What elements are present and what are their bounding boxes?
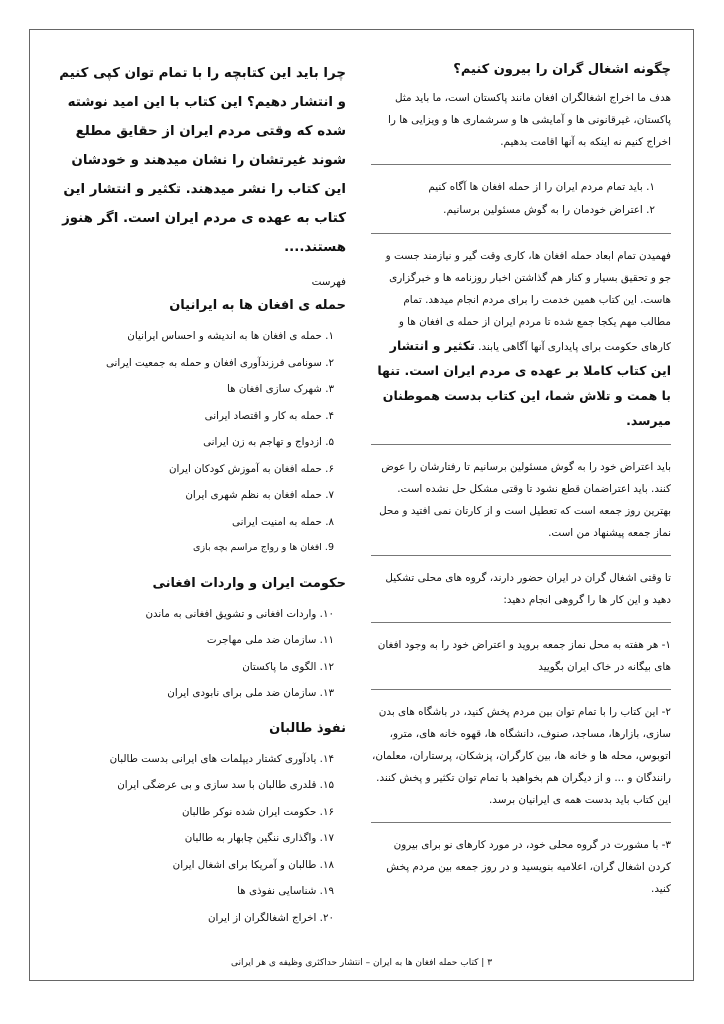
toc-item: ۱۹. شناسایی نفوذی ها bbox=[237, 885, 334, 897]
toc-item: 9. افغان ها و رواج مراسم بچه بازی bbox=[193, 542, 334, 553]
toc-item: ۱۳. سازمان ضد ملی برای نابودی ایران bbox=[167, 687, 334, 699]
toc-item: ۶. حمله افغان به آموزش کودکان ایران bbox=[168, 462, 334, 475]
body-paragraph: تا وقتی اشغال گران در ایران حضور دارند، گروه های محلی تشکیل دهید و این کار ها را گروهی انجام دهید: bbox=[385, 572, 671, 606]
toc-list bbox=[52, 323, 346, 562]
body-paragraph: باید اعتراض خود را به گوش مسئولین برسانیم تا رفتارشان را عوض کنند. باید اعتراضمان قطع نشود تا وقتی مشکل حل نشده است. بهترین روز جمعه است که تعطیل است و از کارتان نمی افتید و محل نماز جمعه پیشنهاد من است. bbox=[379, 461, 671, 539]
toc-item: ۱۱. سازمان ضد ملی مهاجرت bbox=[206, 634, 334, 646]
toc-section-title: نفوذ طالبان bbox=[269, 720, 346, 736]
toc-item: ۱. حمله ی افغان ها به اندیشه و احساس ایرانیان bbox=[127, 330, 334, 342]
toc-item: ۱۰. واردات افغانی و تشویق افغانی به ماندن bbox=[145, 607, 334, 620]
action-item: ۱- هر هفته به محل نماز جمعه بروید و اعتراض خود را به وجود افغان های بیگانه در خاک ایران بگویید bbox=[377, 639, 671, 673]
toc-item: ۴. حمله به کار و اقتصاد ایرانی bbox=[204, 409, 334, 422]
toc-item: ۵. ازدواج و تهاجم به زن ایرانی bbox=[203, 436, 334, 448]
left-column bbox=[52, 59, 346, 945]
divider bbox=[371, 233, 671, 234]
divider bbox=[371, 164, 671, 165]
toc-item: ۱۴. یادآوری کشتار دیپلمات های ایرانی بدست طالبان bbox=[109, 752, 334, 765]
goal-item: ۱. باید تمام مردم ایران را از حمله افغان ها آگاه کنیم bbox=[428, 181, 655, 193]
toc-item: ۸. حمله به امنیت ایرانی bbox=[232, 515, 334, 528]
divider bbox=[371, 822, 671, 823]
toc-item: ۱۵. قلدری طالبان با سد سازی و بی عرضگی ایران bbox=[117, 779, 334, 791]
right-heading: چگونه اشغال گران را بیرون کنیم؟ bbox=[453, 62, 671, 77]
toc-list bbox=[52, 601, 346, 707]
goals-list bbox=[371, 176, 671, 222]
action-item: ۳- با مشورت در گروه محلی خود، در مورد کارهای نو برای بیرون کردن اشغال گران، اعلامیه بنویسید و در روز جمعه بین مردم پخش کنید. bbox=[386, 839, 671, 895]
toc-item: ۱۸. طالبان و آمریکا برای اشغال ایران bbox=[172, 858, 334, 871]
divider bbox=[371, 555, 671, 556]
toc-item: ۲۰. اخراج اشغالگران از ایران bbox=[207, 911, 334, 924]
body-paragraph bbox=[371, 245, 671, 433]
goal-item: ۲. اعتراض خودمان را به گوش مسئولین برسانیم. bbox=[443, 204, 655, 216]
body-bold-text: تکثیر و انتشار این کتاب کاملا بر عهده ی مردم ایران است. تنها با همت و تلاش شما، این کتاب بدست هموطنان میرسد. bbox=[377, 338, 671, 428]
intro-paragraph: هدف ما اخراج اشغالگران افغان مانند پاکستان است، ما باید مثل پاکستان، غیرقانونی ها و آمایشی ها و سرشماری ها و ویزایی ها را اخراج کنیم نه اینکه به آنها اقامت بدهیم. bbox=[388, 92, 671, 148]
toc-item: ۱۲. الگوی ما پاکستان bbox=[242, 660, 334, 673]
left-heading: چرا باید این کتابچه را با تمام توان کپی کنیم و انتشار دهیم؟ این کتاب با این امید نوشته شده که وقتی مردم ایران از حقایق مطلع شوند غیرتشان را نشان میدهند و خودشان این کتاب را نشر میدهند. تکثیر و انتشار این کتاب به عهده ی مردم ایران است. اگر هنوز هستند.... bbox=[59, 66, 346, 255]
divider bbox=[371, 444, 671, 445]
toc-item: ۷. حمله افغان به نظم شهری ایران bbox=[185, 489, 334, 501]
toc-item: ۲. سونامی فرزندآوری افغان و حمله به جمعیت ایرانی bbox=[105, 356, 334, 369]
right-column bbox=[371, 59, 671, 900]
page-footer: ۳ | کتاب حمله افغان ها به ایران – انتشار حداکثری وظیفه ی هر ایرانی bbox=[230, 958, 493, 968]
divider bbox=[371, 622, 671, 623]
body-text: فهمیدن تمام ابعاد حمله افغان ها، کاری وقت گیر و نیازمند جست و جو و تحقیق بسیار و کنار هم گذاشتن اخبار روزنامه ها و خبرگزاری هاست. این کتاب همین خدمت را برای مردم انجام میدهد. تمام مطالب مهم یکجا جمع شده تا مردم ایران از حمله ی افغان ها و کارهای حکومت برای پایداری آنها آگاهی یابند. bbox=[385, 250, 671, 353]
action-item: ۲- این کتاب را با تمام توان بین مردم پخش کنید، در باشگاه های بدن سازی، بازارها، مساجد، صنوف، دانشگاه ها، قهوه خانه های، مترو، اتوبوس، محله ها و خانه ها، بین کارگران، پزشکان، پرستاران، معلمان، رانندگان و ... و از دیگران هم بخواهید با تمام توان تکثیر و پخش کنند. این کتاب باید بدست همه ی ایرانیان برسد. bbox=[371, 706, 671, 806]
toc-label: فهرست bbox=[311, 276, 346, 288]
toc-item: ۳. شهرک سازی افغان ها bbox=[227, 383, 334, 395]
toc-section-title: حمله ی افغان ها به ایرانیان bbox=[169, 298, 346, 313]
toc-section-title: حکومت ایران و واردات افغانی bbox=[152, 575, 346, 591]
toc-list bbox=[52, 746, 346, 932]
divider bbox=[371, 689, 671, 690]
toc-item: ۱۷. واگذاری ننگین چابهار به طالبان bbox=[184, 832, 334, 844]
toc-item: ۱۶. حکومت ایران شده نوکر طالبان bbox=[181, 805, 334, 818]
